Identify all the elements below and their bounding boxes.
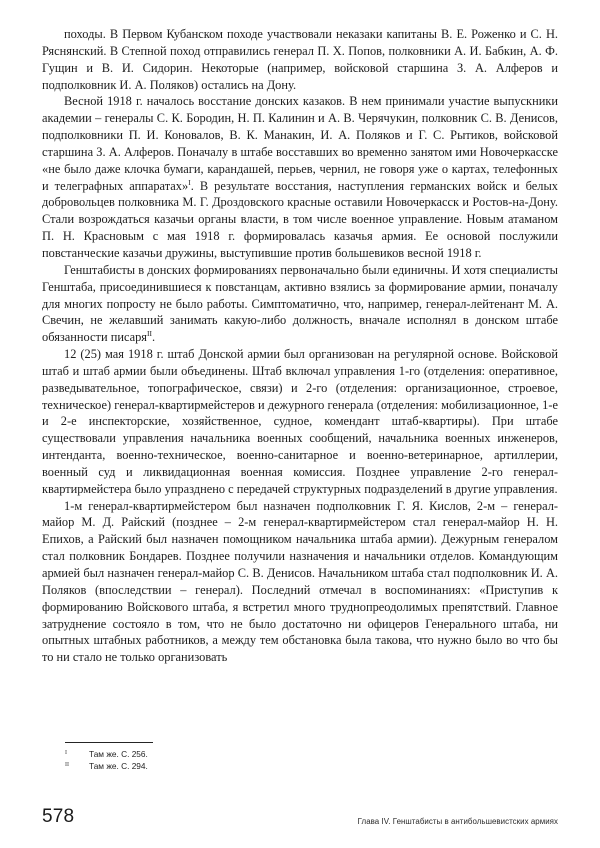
footnote-ref-2[interactable]: II (147, 329, 152, 339)
paragraph-2-text-before-footnote: Весной 1918 г. началось восстание донских казаков. В нем принимали участие выпускники академии – генералы С. К. Бородин, Н. П. Калинин и А. В. Черячукин, полковник С. В. Денисов, подполковники П. И. Коновалов, В. К. Манакин, И. А. Поляков и Г. С. Рытиков, войсковой старшина З. А. Алферов. Поначалу в штабе восставших во временно занятом ими Новочеркасске «не было даже клочка бумаги, карандашей, перьев, чернил, не говоря уже о картах, телефонных и телеграфных аппаратах» (42, 94, 558, 193)
paragraph-3-text-after-footnote: . (152, 330, 156, 345)
page-number: 578 (42, 806, 75, 827)
footnote-separator-rule (65, 742, 153, 743)
paragraph-2-text-after-footnote: . В результате восстания, наступления германских войск и белых добровольцев полковника М. Г. Дроздовского красные оставили Новочеркасск и Ростов-на-Дону. Стали возрождаться казачьи органы власти, в том числе военное управление. Новым атаманом П. Н. Красновым с мая 1918 г. формировалась казачья армия. Ее основой послужили повстанческие казачьи дружины, выступившие против большевиков весной 1918 г. (42, 178, 558, 260)
paragraph-2 (42, 93, 558, 261)
footnote-item (65, 761, 525, 773)
paragraph-5 (42, 498, 558, 666)
footnote-marker: II (65, 761, 69, 768)
footnote-item (65, 749, 525, 761)
footnote-text: Там же. С. 256. (89, 749, 148, 759)
page-body-text (42, 26, 558, 666)
paragraph-4 (42, 346, 558, 498)
paragraph-3 (42, 262, 558, 346)
footnote-list (65, 749, 525, 772)
footnote-marker: I (65, 750, 67, 756)
footnote-text: Там же. С. 294. (89, 760, 148, 771)
paragraph-1-text: походы. В Первом Кубанском походе участвовали неказаки капитаны В. Е. Роженко и С. Н. Ряснянский. В Степной поход отправились генерал П. Х. Попов, полковники А. И. Бабкин, А. Ф. Гущин и В. И. Сидорин. Некоторые (например, войсковой старшина З. А. Алферов и подполковник И. А. Поляков) остались на Дону. (42, 27, 558, 92)
footnote-ref-1[interactable]: I (188, 177, 191, 187)
paragraph-4-text: 12 (25) мая 1918 г. штаб Донской армии был организован на регулярной основе. Войсковой штаб и штаб армии были объединены. Штаб включал управления 1-го (отделения: оперативное, разведывательное, топографическое, связи) и 2-го (отделения: организационное, строевое, техническое) генерал-квартирмейстеров и дежурного генерала (отделения: мобилизационное, 1-е и 2-е инспекторские, хозяйственное, судное, комендант штаб-квартиры). При штабе существовали управления начальника военных сообщений, начальника военных инженеров, интенданта, военно-техническое, военно-санитарное и военно-ветеринарное, артиллерии, военный суд и ликвидационная военная комиссия. Позднее управление 2-го генерал-квартирмейстера было упразднено с передачей структурных подразделений в другие управления. (42, 347, 558, 496)
paragraph-3-text-before-footnote: Генштабисты в донских формированиях первоначально были единичны. И хотя специалисты Генштаба, присоединившиеся к повстанцам, активно взялись за формирование армии, поначалу для многих попросту не было работы. Симптоматично, что, например, генерал-лейтенант М. А. Свечин, не желавший занимать какую-либо должность, вначале исполнял в донском штабе обязанности писаря (42, 262, 558, 345)
paragraph-1 (42, 26, 558, 93)
paragraph-5-text: 1-м генерал-квартирмейстером был назначен подполковник Г. Я. Кислов, 2-м – генерал-майор М. Д. Райский (позднее – 2-м генерал-квартирмейстером стал генерал-майор Н. Н. Епихов, а Райский был назначен помощником начальника штаба армии). Дежурным генералом стал полковник Бондарев. Позднее получили назначения и начальники отделов. Командующим армией был назначен генерал-майор С. В. Денисов. Начальником штаба стал подполковник И. А. Поляков (впоследствии – генерал). Последний отмечал в воспоминаниях: «Приступив к формированию Войскового штаба, я встретил много труднопреодолимых препятствий. Главное затруднение состояло в том, что не было достаточно ни офицеров Генерального штаба, ни опытных штабных работников, а между тем обстановка была такова, что нужно было во что бы то ни стало не только организовать (42, 498, 558, 665)
page-footer (42, 806, 558, 836)
running-head: Глава IV. Генштабисты в антибольшевистских армиях (357, 817, 558, 826)
